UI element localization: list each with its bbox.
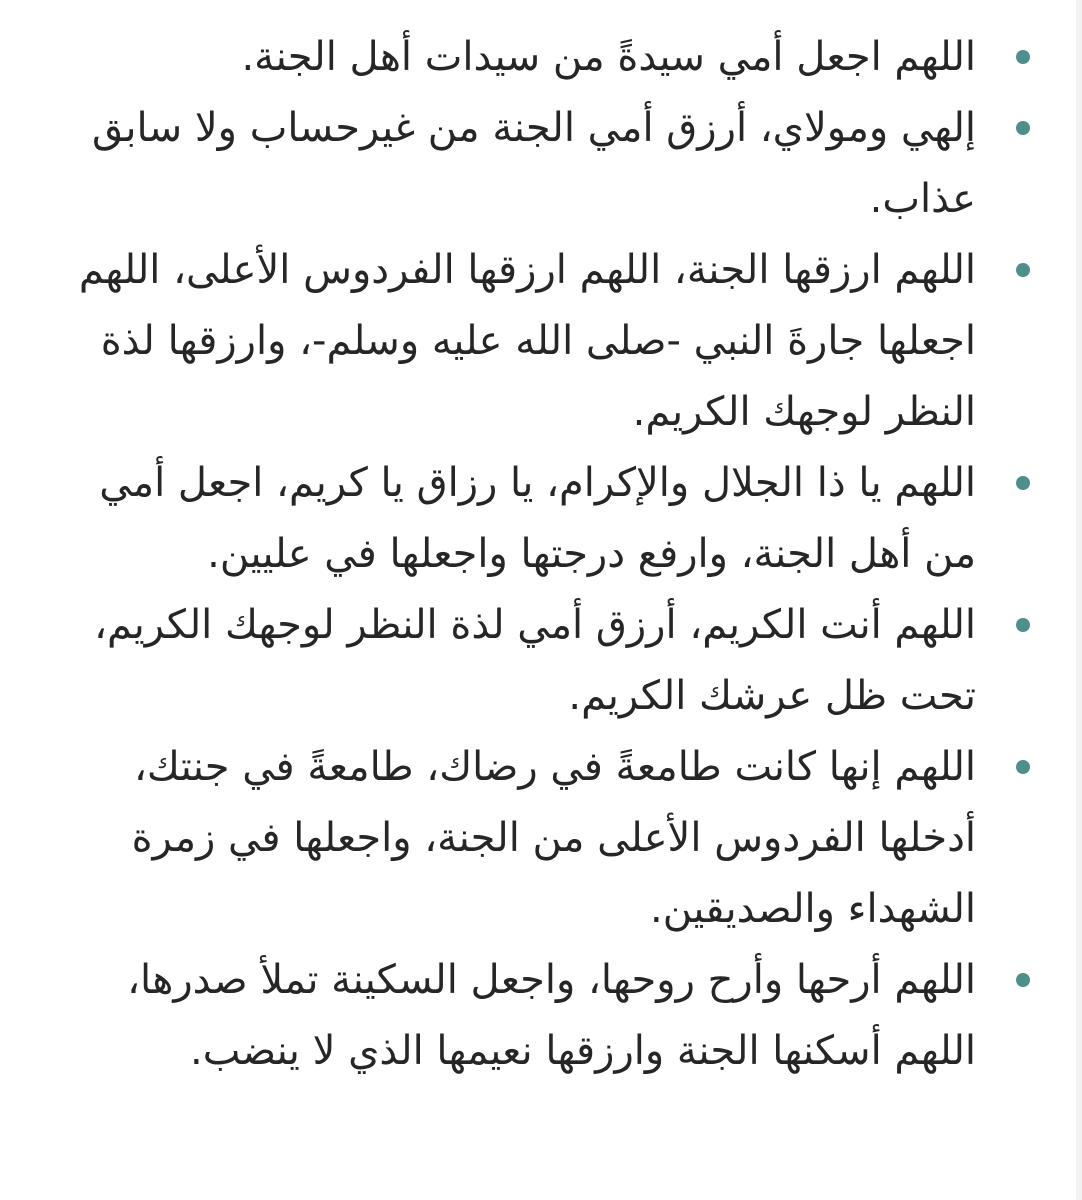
list-item [40, 945, 1042, 1087]
list-item [40, 732, 1042, 945]
bullet-dot-icon [1016, 760, 1030, 774]
bullet-dot-icon [1016, 476, 1030, 490]
page-edge [1076, 0, 1082, 1200]
list-item [40, 93, 1042, 235]
bullet-dot-icon [1016, 618, 1030, 632]
bullet-dot-icon [1016, 263, 1030, 277]
prayer-text: اللهم اجعل أمي سيدةً من سيدات أهل الجنة. [241, 34, 976, 80]
prayer-text: اللهم يا ذا الجلال والإكرام، يا رزاق يا كريم، اجعل أمي من أهل الجنة، وارفع درجتها واجعلها في عليين. [99, 460, 976, 577]
bullet-dot-icon [1016, 121, 1030, 135]
bullet-dot-icon [1016, 973, 1030, 987]
list-item [40, 590, 1042, 732]
prayer-text: إلهي ومولاي، أرزق أمي الجنة من غيرحساب ولا سابق عذاب. [91, 105, 976, 222]
prayer-text: اللهم إنها كانت طامعةً في رضاك، طامعةً في جنتك، أدخلها الفردوس الأعلى من الجنة، واجعلها في زمرة الشهداء والصديقين. [131, 744, 976, 932]
prayer-document [40, 22, 1042, 1087]
prayer-text: اللهم ارزقها الجنة، اللهم ارزقها الفردوس الأعلى، اللهم اجعلها جارةَ النبي -صلى الله عليه وسلم-، وارزقها لذة النظر لوجهك الكريم. [78, 247, 976, 435]
prayer-text: اللهم أرحها وأرح روحها، واجعل السكينة تملأ صدرها، اللهم أسكنها الجنة وارزقها نعيمها الذي لا ينضب. [127, 957, 976, 1074]
list-item [40, 448, 1042, 590]
bullet-dot-icon [1016, 50, 1030, 64]
list-item [40, 22, 1042, 93]
prayer-text: اللهم أنت الكريم، أرزق أمي لذة النظر لوجهك الكريم، تحت ظل عرشك الكريم. [94, 602, 976, 719]
list-item [40, 235, 1042, 448]
prayer-list [40, 22, 1042, 1087]
